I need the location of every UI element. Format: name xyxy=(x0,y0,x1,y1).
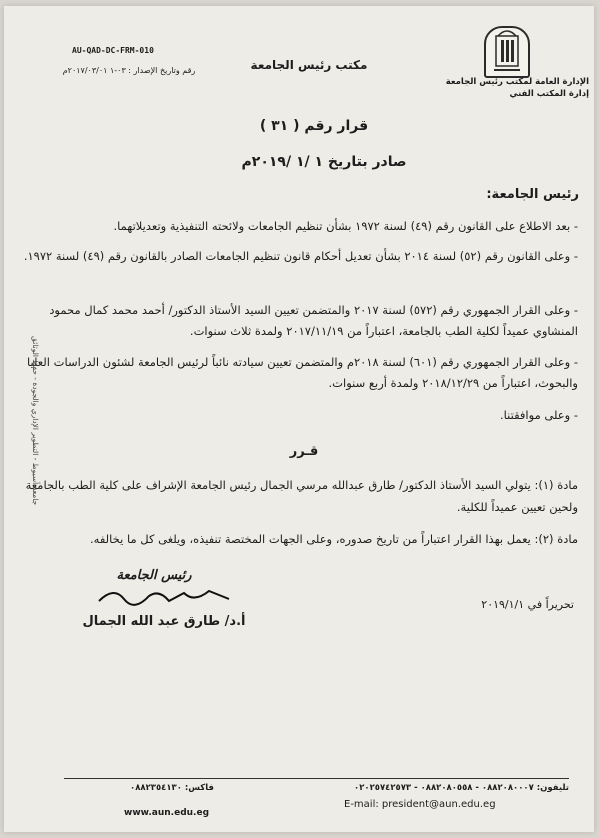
issue-date: رقم وتاريخ الإصدار : ٠٣-١ ٢٠١٧/٠٣/٠١م xyxy=(62,66,196,75)
footer-email[interactable]: E-mail: president@aun.edu.eg xyxy=(344,799,496,810)
written-on-date: تحريراً في ٢٠١٩/١/١ xyxy=(481,598,574,611)
office-title: مكتب رئيس الجامعة xyxy=(250,58,368,72)
university-logo xyxy=(484,26,530,78)
university-emblem-icon xyxy=(486,28,528,76)
paragraph-3: - وعلى القرار الجمهوري رقم (٥٧٢) لسنة ٢٠١٧ والمتضمن تعيين السيد الأستاذ الدكتور/ أحمد محمد كمال محمود المنشاوي عميداً لكلية الطب بالجامعة، اعتباراً من ٢٠١٧/١١/١٩ ولمدة ثلاث سنوات. xyxy=(49,303,578,338)
issued-date: صادر بتاريخ ١ /١ /٢٠١٩م xyxy=(241,154,407,170)
footer-divider xyxy=(64,778,569,779)
president-heading: رئيس الجامعة: xyxy=(486,187,579,202)
header-department xyxy=(399,76,589,100)
decision-title: قرار رقم ( ٣١ ) xyxy=(259,118,369,134)
paragraph-2: - وعلى القانون رقم (٥٢) لسنة ٢٠١٤ بشأن تعديل أحكام قانون تنظيم الجامعات الصادر بالقانون رقم (٤٩) لسنة ١٩٧٢. xyxy=(23,249,578,263)
paragraph-5: - وعلى موافقتنا. xyxy=(500,408,578,422)
signatory-name: أ.د/ طارق عبد الله الجمال xyxy=(82,614,246,629)
footer-phone: تليفون: ٠٨٨٢٠٨٠٠٠٧ - ٠٨٨٢٠٨٠٥٥٨ - ٠٢٠٢٥٧٤٢٥٧٣ xyxy=(354,783,569,793)
paragraph-4: - وعلى القرار الجمهوري رقم (٦٠١) لسنة ٢٠١٨م والمتضمن تعيين سيادته نائباً لرئيس الجامعة لشئون الدراسات العليا والبحوث، اعتباراً من ٢٠١٨/١٢/٢٩ ولمدة أربع سنوات. xyxy=(26,355,578,390)
handwritten-signature-icon xyxy=(89,581,239,611)
university-dept: الإدارة العامة لمكتب رئيس الجامعة xyxy=(445,77,589,87)
side-note: جامعة أسيوط - التطوير الإداري والجودة - حفظ الوثائق xyxy=(31,336,40,506)
document-page xyxy=(4,6,594,832)
article-1: مادة (١): يتولي السيد الأستاذ الدكتور/ طارق عبدالله مرسي الجمال رئيس الجامعة الإشراف على كلية الطب بالجامعة ولحين تعيين عميداً للكلية. xyxy=(25,478,578,514)
sub-dept: إدارة المكتب الفني xyxy=(509,89,589,99)
footer-website[interactable]: www.aun.edu.eg xyxy=(124,808,210,818)
doc-code: AU-QAD-DC-FRM-010 xyxy=(72,46,154,55)
paragraph-1: - بعد الاطلاع على القانون رقم (٤٩) لسنة ١٩٧٢ بشأن تنظيم الجامعات ولائحته التنفيذية وتعديلاتهما. xyxy=(113,219,578,233)
signature-role: رئيس الجامعة xyxy=(116,568,192,583)
decided-heading: قـرر xyxy=(289,444,319,459)
footer-fax: فاكس: ٠٨٨٢٣٥٤١٣٠ xyxy=(130,783,214,793)
article-2: مادة (٢): يعمل بهذا القرار اعتباراً من تاريخ صدوره، وعلى الجهات المختصة تنفيذه، ويلغى كل ما يخالفه. xyxy=(90,532,578,546)
